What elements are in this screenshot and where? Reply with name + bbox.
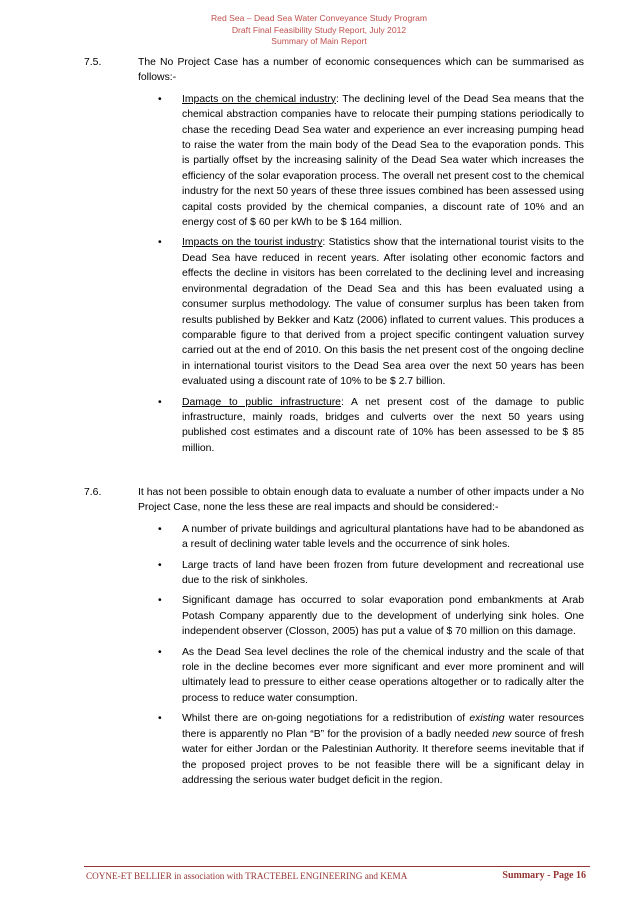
header-line-2: Draft Final Feasibility Study Report, July 2012 [231, 24, 407, 35]
list-item [158, 522, 584, 553]
section-number: 7.5. [84, 57, 102, 68]
section-7-6 [84, 485, 584, 788]
item-title: Damage to public infrastructure [182, 396, 341, 408]
bullet-icon: • [158, 523, 162, 535]
bullet-icon: • [158, 396, 162, 408]
section-7-5 [84, 55, 584, 456]
section-intro: It has not been possible to obtain enough data to evaluate a number of other impacts under a No Project Case, none the less these are real impacts and should be considered:- [138, 487, 584, 514]
item-text: : Statistics show that the international tourist visits to the Dead Sea have reduced in recent years. After isolating other economic factors and effects the decline in visitors has been correlated to the declining level and increasing environmental degradation of the Dead Sea and this has been evaluated using a consumer surplus methodology. The value of consumer surplus has been taken from results published by Bekker and Katz (2006) inflated to current values. This produces a comparable figure to that derived from a project specific contingent valuation survey carried out at the end of 2010. On this basis the net present cost of the ongoing decline in international tourist visitors to the Dead Sea area over the next 50 years has been evaluated using a discount rate of 10% to be $ 2.7 billion. [182, 237, 584, 388]
item-text-part: Whilst there are on-going negotiations for a redistribution of [182, 713, 470, 725]
running-header [0, 13, 638, 48]
bullet-list [158, 522, 584, 789]
list-item [158, 558, 584, 589]
item-text: As the Dead Sea level declines the role of the chemical industry and the scale of that role in the decline becomes ever more significant and ever more prominent and will ultimately lead to pressure to either cease operations altogether or to radically alter the process to reduce water consumption. [182, 646, 584, 704]
bullet-icon: • [158, 559, 162, 571]
bullet-icon: • [158, 93, 162, 105]
item-emphasis: existing [469, 713, 505, 725]
item-text-part: water resources there is apparently no Plan “B” for the provision of a badly needed [182, 713, 584, 740]
header-line-1: Red Sea – Dead Sea Water Conveyance Study Program [210, 13, 428, 23]
list-item [158, 711, 584, 788]
bullet-icon: • [158, 595, 162, 607]
item-text: Significant damage has occurred to solar evaporation pond embankments at Arab Potash Company apparently due to the development of underlying sink holes. One independent observer (Closson, 2005) has put a value of $ 70 million on this damage. [182, 595, 584, 638]
bullet-icon: • [158, 713, 162, 725]
list-item [158, 395, 584, 457]
item-text-part: source of fresh water for either Jordan or the Palestinian Authority. It therefore seems inevitable that if the proposed project proves to be not feasible there will be a significant delay in addressing the serious water budget deficit in the region. [182, 728, 584, 786]
list-item [158, 593, 584, 639]
section-intro: The No Project Case has a number of economic consequences which can be summarised as follows:- [138, 57, 584, 84]
footer-divider [84, 866, 590, 867]
item-text: A number of private buildings and agricultural plantations have had to be abandoned as a result of declining water table levels and the occurrence of sink holes. [182, 523, 584, 551]
list-item [158, 235, 584, 389]
list-item [158, 92, 584, 231]
item-title: Impacts on the tourist industry [182, 237, 323, 249]
item-text: : The declining level of the Dead Sea means that the chemical abstraction companies have to relocate their pumping stations periodically to chase the receding Dead Sea water and experience an ever increasing pumping head to raise the water from the main body of the Dead Sea to the evaporation ponds. This is partially offset by the increasing salinity of the Dead Sea water which increases the efficiency of the solar evaporation process. The overall net present cost to the chemical industry for the next 50 years of these three issues combined has been assessed using capital costs provided by the chemical companies, a discount rate of 10% and an energy cost of $ 60 per kWh to be $ 164 million. [182, 93, 585, 229]
bullet-list [158, 92, 584, 456]
bullet-icon: • [158, 237, 162, 249]
footer-company: COYNE-ET BELLIER in association with TRACTEBEL ENGINEERING and KEMA [86, 871, 408, 881]
item-emphasis: new [492, 728, 512, 740]
item-text: : A net present cost of the damage to public infrastructure, mainly roads, bridges and culverts over the next 50 years using published cost estimates and a discount rate of 10% has been assessed to be $ 85 million. [182, 396, 584, 454]
item-text: Large tracts of land have been frozen from future development and recreational use due to the risk of sinkholes. [182, 559, 584, 587]
header-line-3: Summary of Main Report [271, 36, 367, 46]
item-title: Impacts on the chemical industry [182, 93, 337, 105]
footer-page-number: Summary - Page 16 [502, 870, 586, 881]
list-item [158, 645, 584, 707]
bullet-icon: • [158, 646, 162, 658]
section-number: 7.6. [84, 487, 102, 498]
